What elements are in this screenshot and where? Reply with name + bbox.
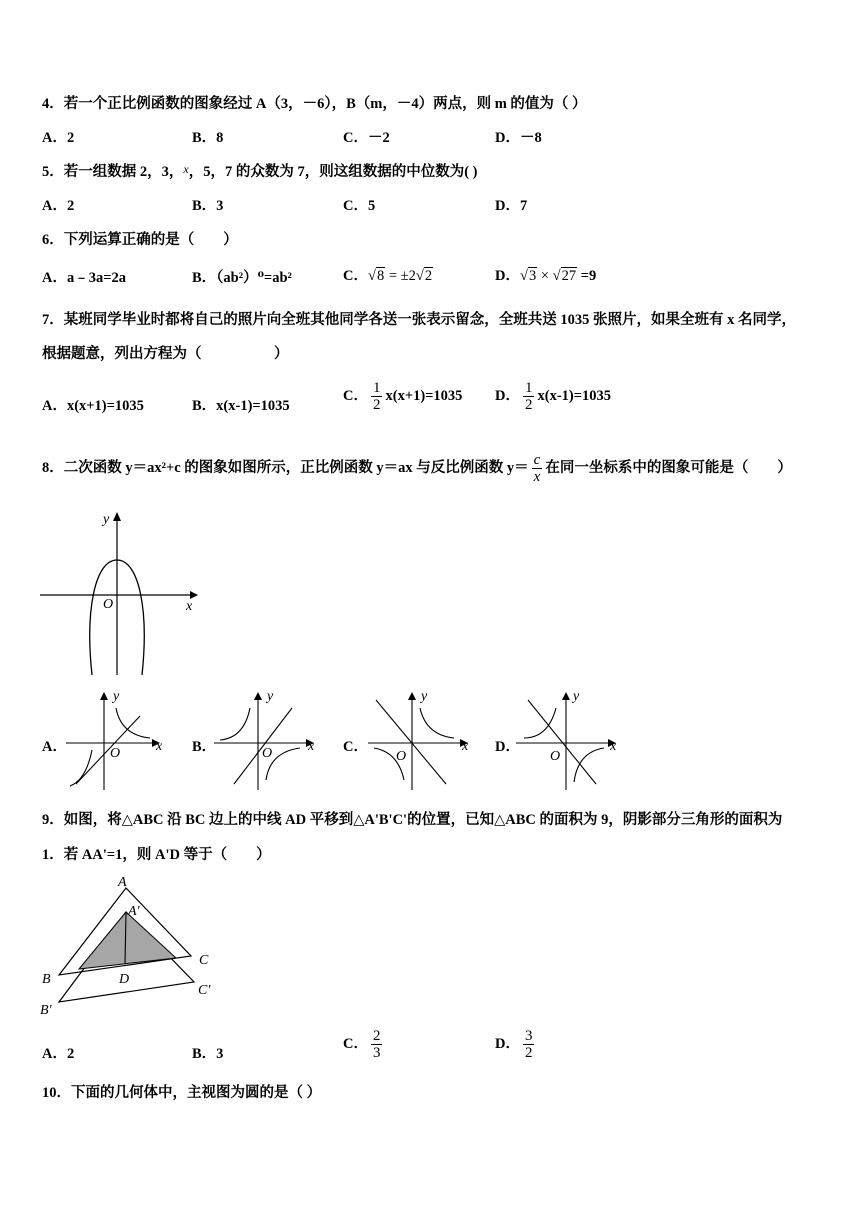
q8-stem: 8．二次函数 y＝ax²+c 的图象如图所示，正比例函数 y＝ax 与反比例函数 y＝ $\frac{c}{x}$ 在同一坐标系中的图象可能是（ ） (42, 452, 792, 485)
svg-text:x: x (156, 739, 163, 754)
q7-stem-line1: 7．某班同学毕业时都将自己的照片向全班其他同学各送一张表示留念，全班共送 1035 张照片，如果全班有 x 名同学， (42, 312, 796, 328)
q5-stem: 5．若一组数据 2，3，$^x$，5，7 的众数为 7，则这组数据的中位数为( ) (42, 162, 478, 180)
svg-text:x: x (462, 739, 469, 754)
q6-option-c: C．√8 = ±2√2 (343, 268, 433, 284)
q8-option-b-graph (214, 690, 318, 792)
q9-option-a: A．2 (42, 1046, 75, 1062)
q8-option-b-label: B． (192, 739, 217, 755)
q7-option-b: B．x(x-1)=1035 (192, 398, 290, 414)
svg-text:C': C' (198, 983, 211, 998)
q10-stem: 10．下面的几何体中，主视图为圆的是（ ） (42, 1085, 322, 1101)
q9-option-c: C． $\frac{2}{3}$ (343, 1028, 381, 1061)
q8-fig-x-label: x (186, 599, 193, 614)
svg-text:O: O (110, 746, 121, 761)
q8-fig-y-label: y (103, 512, 110, 527)
q4-option-b: B．8 (192, 130, 224, 146)
q6-option-b: B．（ab²）⁰=ab² (192, 270, 292, 286)
svg-text:O: O (550, 749, 561, 764)
q8-fig-origin-label: O (103, 597, 114, 612)
q4-option-d: D．－8 (495, 130, 542, 146)
q9-option-d: D． $\frac{3}{2}$ (495, 1028, 533, 1061)
q5-option-a: A．2 (42, 198, 75, 214)
svg-text:O: O (396, 749, 407, 764)
q9-stem-line1: 9．如图，将△ABC 沿 BC 边上的中线 AD 平移到△A'B'C'的位置，已知△ABC 的面积为 9，阴影部分三角形的面积为 (42, 812, 783, 828)
q6-option-a: A．a﹣3a=2a (42, 270, 126, 286)
q8-option-c-label: C． (343, 739, 368, 755)
svg-text:y: y (113, 689, 120, 704)
q8-option-a-graph (66, 690, 170, 792)
q4-option-a: A．2 (42, 130, 75, 146)
svg-text:D: D (119, 972, 130, 987)
q9-option-b: B．3 (192, 1046, 224, 1062)
svg-text:y: y (573, 689, 580, 704)
q8-parabola-figure (40, 510, 210, 680)
svg-text:x: x (308, 739, 315, 754)
q7-option-c: C． $\frac{1}{2}$ x(x+1)=1035 (343, 380, 463, 413)
q5-option-d: D．7 (495, 198, 528, 214)
svg-text:A': A' (128, 904, 140, 919)
q8-option-d-graph (516, 690, 620, 792)
svg-text:y: y (421, 689, 428, 704)
q6-option-d: D．√3 × √27 =9 (495, 268, 597, 284)
q8-option-c-graph (368, 690, 472, 792)
q4-option-c: C．－2 (343, 130, 390, 146)
svg-text:B': B' (40, 1003, 52, 1018)
svg-text:B: B (42, 972, 51, 987)
q9-stem-line2: 1．若 AA'=1，则 A'D 等于（ ） (42, 847, 271, 863)
q7-stem-line2: 根据题意，列出方程为（ ） (42, 346, 289, 362)
svg-text:C: C (199, 953, 209, 968)
q6-stem: 6．下列运算正确的是（ ） (42, 232, 238, 248)
svg-text:O: O (262, 746, 273, 761)
q4-stem: 4．若一个正比例函数的图象经过 A（3，－6），B（m，－4）两点，则 m 的值为（ ） (42, 96, 587, 112)
q8-option-d-label: D． (495, 739, 520, 755)
svg-text:x: x (610, 739, 617, 754)
q8-option-a-label: A． (42, 739, 67, 755)
svg-text:A: A (118, 875, 127, 890)
q5-option-c: C．5 (343, 198, 376, 214)
q7-option-a: A．x(x+1)=1035 (42, 398, 144, 414)
q5-option-b: B．3 (192, 198, 224, 214)
q7-option-d: D． $\frac{1}{2}$ x(x-1)=1035 (495, 380, 611, 413)
q9-triangle-figure (36, 872, 236, 1020)
svg-text:y: y (267, 689, 274, 704)
